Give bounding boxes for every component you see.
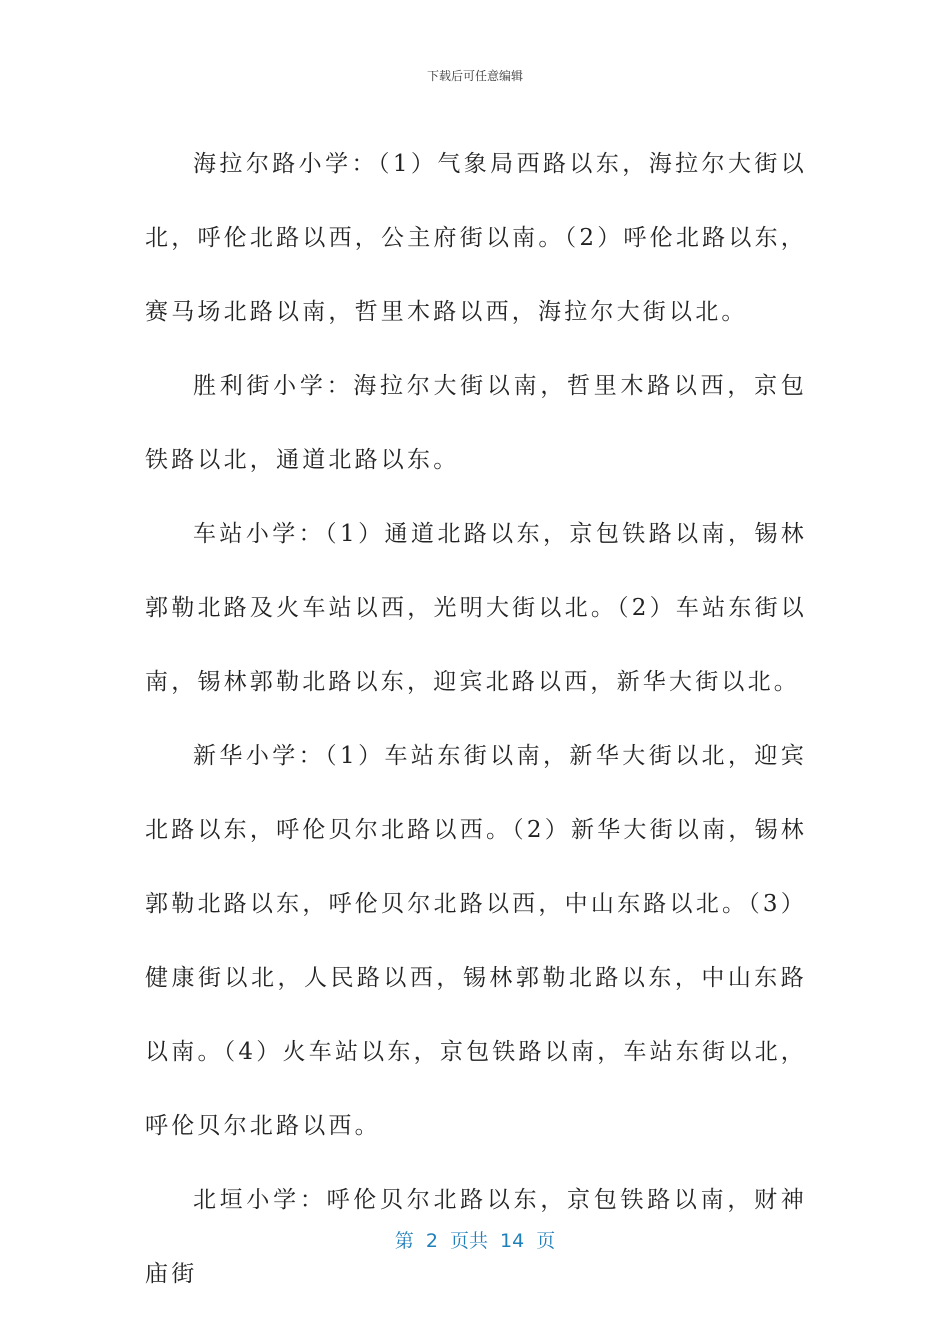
page-number: 第 2 页共 14 页 [394,1230,556,1252]
paragraph-station-school: 车站小学：（1）通道北路以东，京包铁路以南，锡林郭勒北路及火车站以西，光明大街以北。（2）车站东街以南，锡林郭勒北路以东，迎宾北路以西，新华大街以北。 [145,521,807,695]
paragraph-beiyuan-school: 北垣小学：呼伦贝尔北路以东，京包铁路以南，财神庙街 [145,1187,807,1287]
page-header: 下载后可任意编辑 [426,69,523,83]
document-body [145,127,807,1311]
paragraph-hailaer-road-school: 海拉尔路小学：（1）气象局西路以东，海拉尔大街以北，呼伦北路以西，公主府街以南。（2）呼伦北路以东，赛马场北路以南，哲里木路以西，海拉尔大街以北。 [145,151,807,325]
paragraph-shengli-street-school: 胜利街小学：海拉尔大街以南，哲里木路以西，京包铁路以北，通道北路以东。 [145,373,807,473]
paragraph-xinhua-school: 新华小学：（1）车站东街以南，新华大街以北，迎宾北路以东，呼伦贝尔北路以西。（2）新华大街以南，锡林郭勒北路以东，呼伦贝尔北路以西，中山东路以北。（3）健康街以北，人民路以西，锡林郭勒北路以东，中山东路以南。（4）火车站以东，京包铁路以南，车站东街以北，呼伦贝尔北路以西。 [145,743,807,1139]
page-footer [0,1226,950,1253]
